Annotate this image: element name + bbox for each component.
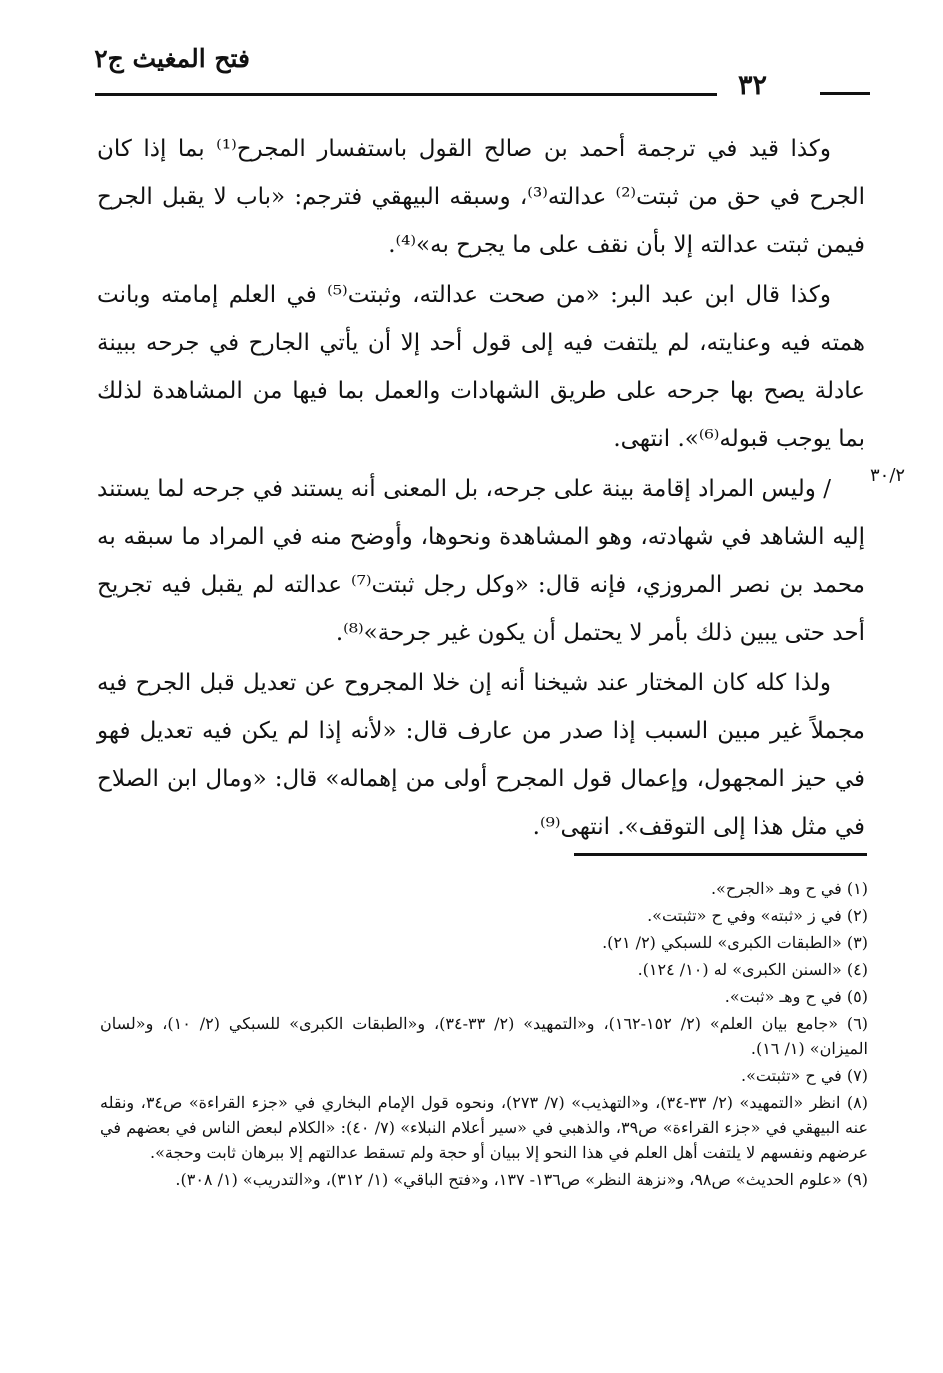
footnote: (٢) في ز «ثبته» وفي ح «تثبتت». <box>647 906 868 925</box>
paragraph: / وليس المراد إقامة بينة على جرحه، بل المعنى أنه يستند في جرحه لما يستند إليه الشاهد في شهادته، وهو المشاهدة ونحوها، وأوضح منه في المراد ما سبقه به محمد بن نصر المروزي، فإنه قال: «وكل رجل ثبتت⁽⁷⁾ عدالته لم يقبل فيه تجريح أحد حتى يبين ذلك بأمر لا يحتمل أن يكون غير جرحة»⁽⁸⁾. <box>97 476 865 646</box>
header-rule <box>95 93 717 96</box>
paragraph: وكذا قيد في ترجمة أحمد بن صالح القول باستفسار المجرح⁽¹⁾ بما إذا كان الجرح في حق من ثبتت⁽²⁾ عدالته⁽³⁾، وسبقه البيهقي فترجم: «باب لا يقبل الجرح فيمن ثبتت عدالته إلا بأن نقف على ما يجرح به»⁽⁴⁾. <box>97 136 866 258</box>
margin-reference: ٣٠/٢ <box>870 465 906 486</box>
footnote: (٦) «جامع بيان العلم» (٢/ ١٥٢-١٦٢)، و«التمهيد» (٢/ ٣٣-٣٤)، و«الطبقات الكبرى» للسبكي (٢/ ١٠)، و«لسان الميزان» (١/ ١٦). <box>100 1014 869 1058</box>
header-rule <box>820 92 870 95</box>
footnote: (٥) في ح وهـ «ثبت». <box>724 987 868 1006</box>
footnote: (٤) «السنن الكبرى» له (١٠/ ١٢٤). <box>637 960 868 979</box>
paragraph: وكذا قال ابن عبد البر: «من صحت عدالته، وثبتت⁽⁵⁾ في العلم إمامته وبانت همته فيه وعنايته، لم يلتفت فيه إلى قول أحد إلا أن يأتي الجارح في جرحه ببينة عادلة يصح بها جرحه على طريق الشهادات والعمل بما فيها من المشاهدة لذلك بما يوجب قبوله⁽⁶⁾». انتهى. <box>97 282 865 452</box>
footnote: (١) في ح وهـ «الجرح». <box>710 879 868 898</box>
footnote: (٧) في ح «تثبتت». <box>741 1066 868 1085</box>
paragraph: ولذا كله كان المختار عند شيخنا أنه إن خلا المجروح عن تعديل قبل الجرح فيه مجملاً غير مبين السبب إذا صدر من عارف قال: «لأنه إذا لم يكن فيه تعديل فهو في حيز المجهول، وإعمال قول المجرح أولى من إهماله» قال: «ومال ابن الصلاح في مثل هذا إلى التوقف». انتهى⁽⁹⁾. <box>97 670 865 840</box>
main-text <box>97 125 865 853</box>
footnote: (٣) «الطبقات الكبرى» للسبكي (٢/ ٢١). <box>602 933 868 952</box>
footnote: (٨) انظر «التمهيد» (٢/ ٣٣-٣٤)، و«التهذيب» (٧/ ٢٧٣)، ونحوه قول الإمام البخاري في «جزء القراءة» ص٣٤، ونقله عنه البيهقي في «جزء القراءة» ص٣٩، والذهبي في «سير أعلام النبلاء» (٧/ ٤٠): «الكلام لبعض الناس في بعضهم في عرضهم ونفسهم لا يلتفت أهل العلم في هذا النحو إلا ببيان أو حجة ولم تسقط عدالتهم إلا ببرهان ثابت وحجة». <box>100 1093 869 1162</box>
running-head-title: فتح المغيث ج٢ <box>94 44 250 73</box>
footnotes <box>100 876 868 1194</box>
page-number: ٣٢ <box>738 70 768 101</box>
footnote: (٩) «علوم الحديث» ص٩٨، و«نزهة النظر» ص١٣٦- ١٣٧، و«فتح الباقي» (١/ ٣١٢)، و«التدريب» (١/ ٣٠٨). <box>175 1170 868 1189</box>
footnote-separator <box>574 853 867 856</box>
